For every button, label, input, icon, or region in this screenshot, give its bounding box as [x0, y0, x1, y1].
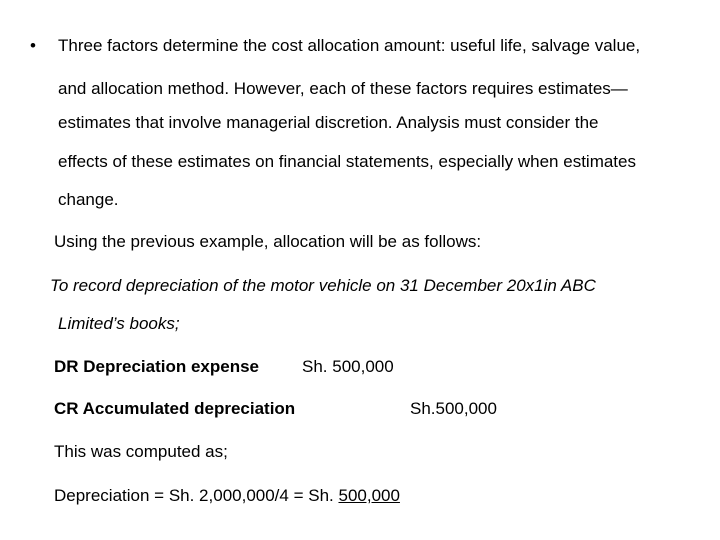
- bullet-line-5: change.: [58, 190, 119, 209]
- debit-label: DR Depreciation expense: [54, 357, 260, 376]
- bullet-line-1: Three factors determine the cost allocation amount: useful life, salvage value,: [58, 36, 641, 55]
- record-heading-line-2: Limited’s books;: [58, 314, 180, 333]
- bullet-line-3: estimates that involve managerial discretion. Analysis must consider the: [58, 113, 599, 132]
- bullet-dot-icon: •: [30, 36, 36, 55]
- bullet-line-4: effects of these estimates on financial statements, especially when estimates: [58, 152, 636, 171]
- record-heading-line-1: To record depreciation of the motor vehicle on 31 December 20x1in ABC: [50, 276, 596, 295]
- formula-prefix: Depreciation = Sh. 2,000,000/4 = Sh.: [54, 486, 339, 505]
- credit-amount: Sh.500,000: [410, 399, 497, 418]
- formula-result: 500,000: [338, 486, 400, 505]
- credit-label: CR Accumulated depreciation: [54, 399, 296, 418]
- intro-text: Using the previous example, allocation will be as follows:: [54, 232, 482, 251]
- depreciation-formula: [54, 485, 400, 507]
- debit-amount: Sh. 500,000: [302, 357, 394, 376]
- journal-row-debit: [54, 356, 259, 378]
- computed-note: This was computed as;: [54, 442, 228, 461]
- journal-row-credit: [54, 398, 295, 420]
- bullet-line-2: and allocation method. However, each of these factors requires estimates—: [58, 79, 628, 98]
